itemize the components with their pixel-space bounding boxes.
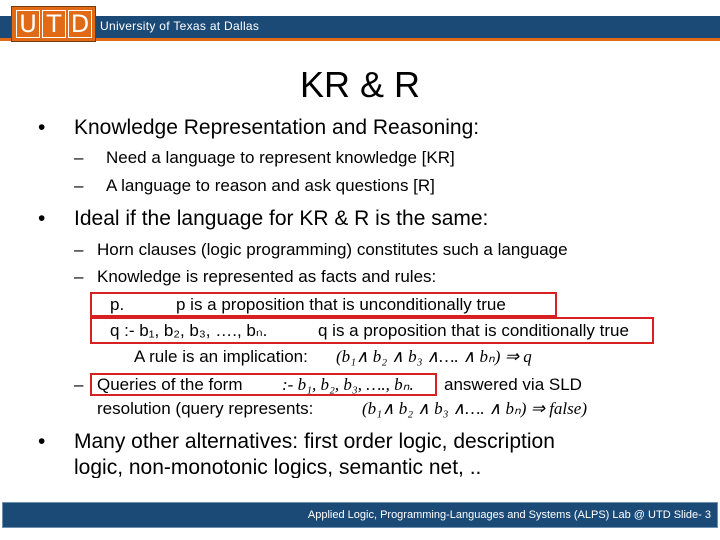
dash-marker: – <box>74 240 84 259</box>
query-answer: answered via SLD <box>444 375 582 394</box>
rule-description: q is a proposition that is conditionally true <box>318 321 629 340</box>
utd-logo <box>11 6 96 42</box>
slide-title: KR & R <box>299 64 421 105</box>
resolution-formula: (b₁∧ b₂ ∧ b₃ ∧…. ∧ bₙ) ⇒ false) <box>362 399 587 418</box>
rule-head: q :- b₁, b₂, b₃, …., bₙ. <box>110 321 268 340</box>
bullet-2-text: Ideal if the language for KR & R is the same: <box>74 207 489 230</box>
footer-text: Applied Logic, Programming-Languages and Systems (ALPS) Lab @ UTD Slide- 3 <box>307 509 711 521</box>
logo-letter-u: U <box>16 10 40 38</box>
query-formula: :- b₁, b₂, b₃, …., bₙ. <box>282 375 414 394</box>
resolution-label: resolution (query represents: <box>97 399 314 418</box>
logo-letter-d: D <box>68 10 92 38</box>
rule-implication-formula: (b₁∧ b₂ ∧ b₃ ∧…. ∧ bₙ) ⇒ q <box>336 347 532 366</box>
query-label: Queries of the form <box>97 375 243 394</box>
bullet-marker: • <box>38 207 46 230</box>
rule-implication-label: A rule is an implication: <box>134 347 308 366</box>
bullet-1-text: Knowledge Representation and Reasoning: <box>74 116 480 139</box>
bullet-3-line-1: Many other alternatives: first order logic, description <box>74 430 555 453</box>
bullet-2-sub-1: Horn clauses (logic programming) constitutes such a language <box>97 240 568 259</box>
bullet-1-sub-1: Need a language to represent knowledge [KR] <box>106 148 455 167</box>
bullet-2-sub-2: Knowledge is represented as facts and rules: <box>97 267 437 286</box>
bullet-marker: • <box>38 430 46 453</box>
university-name: University of Texas at Dallas <box>100 19 260 33</box>
fact-p: p. <box>110 295 125 314</box>
bullet-marker: • <box>38 116 46 139</box>
dash-marker: – <box>74 267 84 286</box>
header-accent-line <box>0 38 720 41</box>
dash-marker: – <box>74 148 84 167</box>
slide-header <box>0 6 720 42</box>
fact-description: p is a proposition that is unconditionally true <box>176 295 506 314</box>
logo-letter-t: T <box>42 10 66 38</box>
dash-marker: – <box>74 176 84 195</box>
slide-footer <box>2 502 718 528</box>
dash-marker: – <box>74 375 84 394</box>
bullet-1-sub-2: A language to reason and ask questions [R] <box>106 176 435 195</box>
bullet-3-line-2: logic, non-monotonic logics, semantic net, .. <box>74 456 482 478</box>
